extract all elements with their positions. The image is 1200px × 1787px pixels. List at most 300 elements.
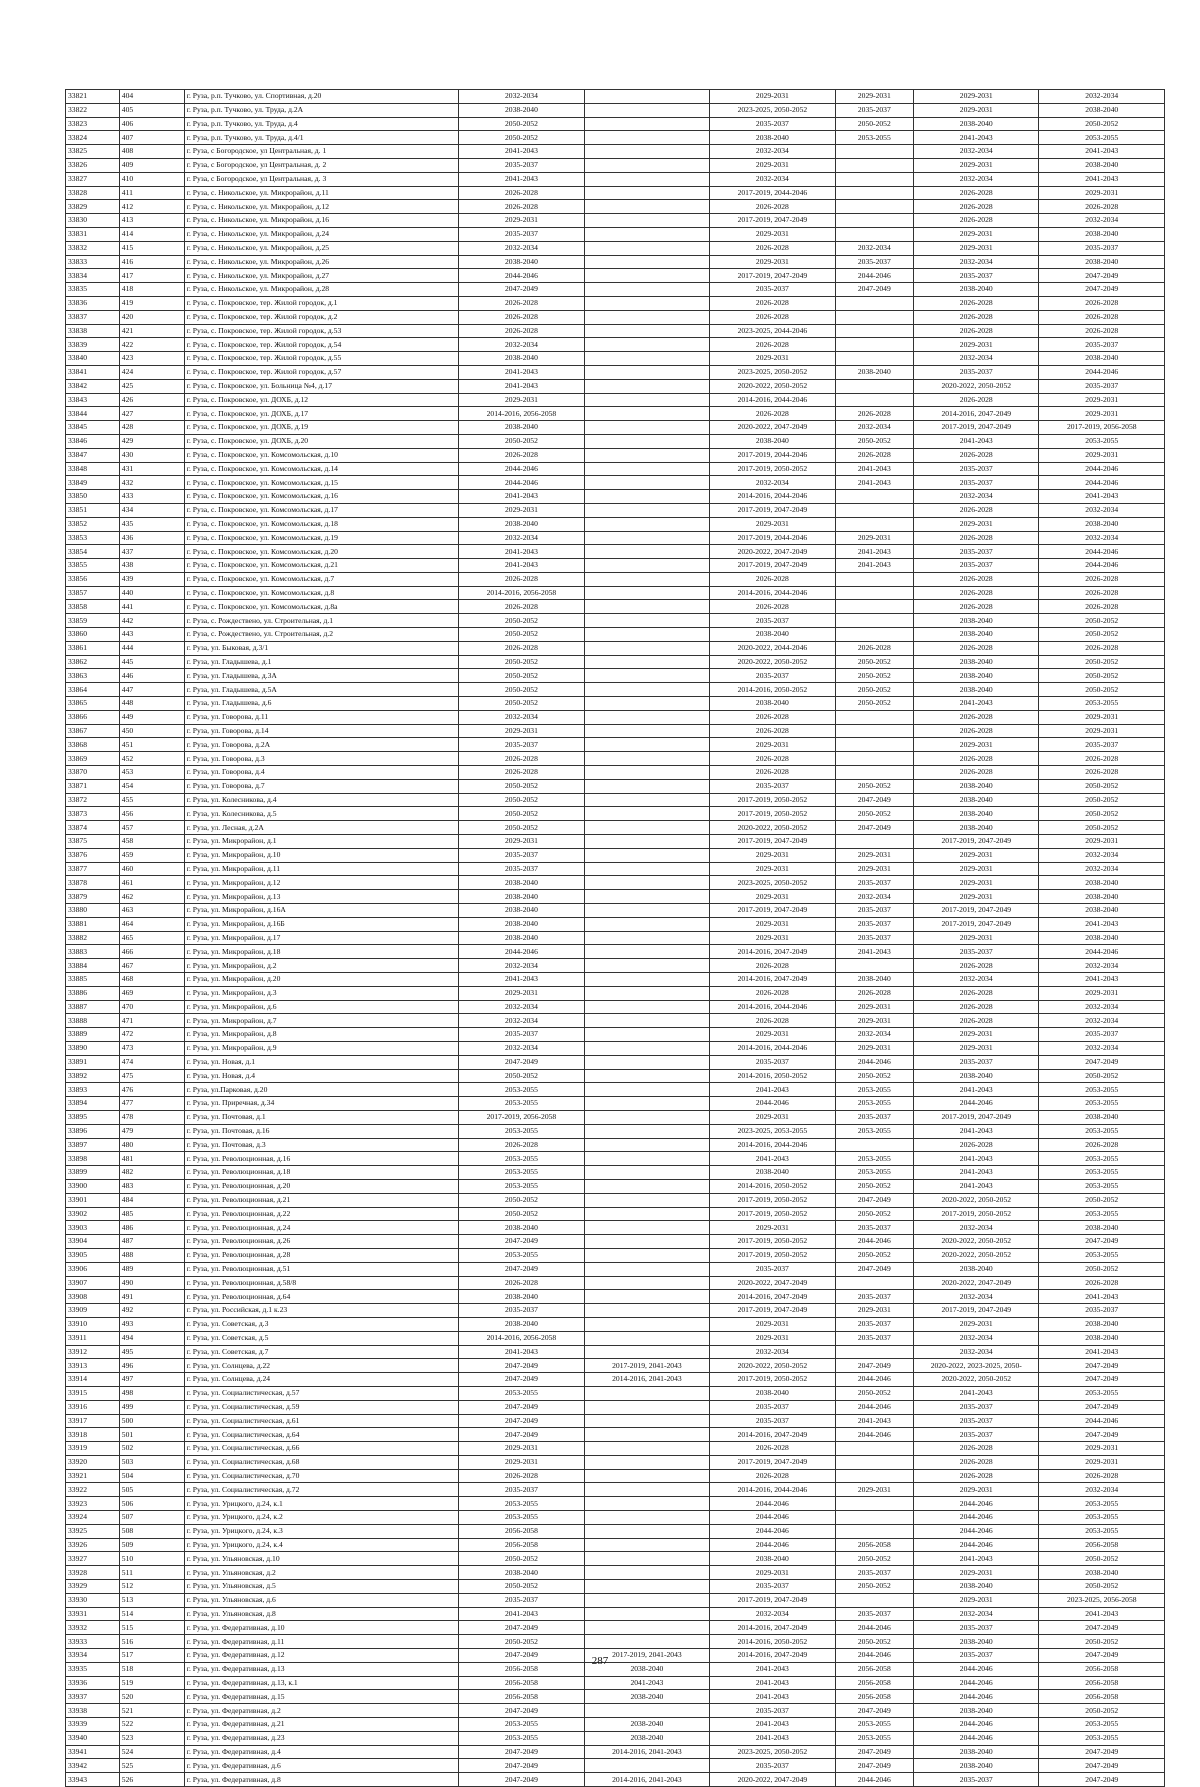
cell-period-3: 2032-2034 xyxy=(710,476,835,490)
cell-period-1: 2041-2043 xyxy=(459,559,584,573)
cell-period-1: 2038-2040 xyxy=(459,1290,584,1304)
cell-address: г. Руза, с. Покровское, ул. Больница №4, д.17 xyxy=(184,379,458,393)
table-row xyxy=(66,407,1165,421)
cell-period-3: 2035-2037 xyxy=(710,283,835,297)
cell-period-6: 2026-2028 xyxy=(1039,1469,1165,1483)
cell-address: г. Руза, р.п. Тучково, ул. Труда, д.4 xyxy=(184,117,458,131)
cell-period-3: 2029-2031 xyxy=(710,1110,835,1124)
cell-address: г. Руза, ул. Революционная, д.16 xyxy=(184,1152,458,1166)
cell-period-3: 2044-2046 xyxy=(710,1538,835,1552)
cell-period-5: 2032-2034 xyxy=(914,490,1039,504)
cell-period-6: 2029-2031 xyxy=(1039,724,1165,738)
cell-period-2 xyxy=(584,1124,709,1138)
cell-period-1: 2029-2031 xyxy=(459,835,584,849)
cell-period-4 xyxy=(835,959,913,973)
cell-period-4 xyxy=(835,296,913,310)
cell-period-5: 2041-2043 xyxy=(914,697,1039,711)
cell-period-2 xyxy=(584,227,709,241)
cell-period-4 xyxy=(835,586,913,600)
cell-row-number: 460 xyxy=(119,862,184,876)
cell-period-5: 2026-2028 xyxy=(914,531,1039,545)
cell-period-2 xyxy=(584,407,709,421)
cell-address: г. Руза, с. Покровское, ул. ДОХБ, д.20 xyxy=(184,434,458,448)
cell-period-4 xyxy=(835,158,913,172)
cell-period-3: 2032-2034 xyxy=(710,145,835,159)
cell-period-6: 2038-2040 xyxy=(1039,158,1165,172)
cell-period-2: 2017-2019, 2041-2043 xyxy=(584,1359,709,1373)
cell-record-id: 33837 xyxy=(66,310,120,324)
cell-period-2 xyxy=(584,352,709,366)
table-row xyxy=(66,1373,1165,1387)
cell-period-5: 2020-2022, 2050-2052 xyxy=(914,1235,1039,1249)
cell-period-2 xyxy=(584,1317,709,1331)
cell-period-6: 2038-2040 xyxy=(1039,1221,1165,1235)
cell-period-6: 2032-2034 xyxy=(1039,848,1165,862)
cell-period-1: 2026-2028 xyxy=(459,200,584,214)
cell-period-3: 2035-2037 xyxy=(710,1759,835,1773)
cell-period-3: 2026-2028 xyxy=(710,1014,835,1028)
cell-address: г. Руза, ул. Микрорайон, д.13 xyxy=(184,890,458,904)
cell-period-4: 2035-2037 xyxy=(835,1607,913,1621)
cell-period-5: 2044-2046 xyxy=(914,1497,1039,1511)
cell-period-3: 2026-2028 xyxy=(710,959,835,973)
table-row xyxy=(66,1538,1165,1552)
cell-period-1: 2026-2028 xyxy=(459,641,584,655)
cell-period-4 xyxy=(835,724,913,738)
cell-address: г. Руза, ул. Революционная, д.24 xyxy=(184,1221,458,1235)
cell-period-3: 2044-2046 xyxy=(710,1524,835,1538)
cell-period-5: 2026-2028 xyxy=(914,200,1039,214)
cell-period-5: 2029-2031 xyxy=(914,862,1039,876)
cell-period-3: 2041-2043 xyxy=(710,1662,835,1676)
cell-address: г. Руза, с. Покровское, тер. Жилой городок, д.55 xyxy=(184,352,458,366)
table-row xyxy=(66,1179,1165,1193)
cell-period-1: 2026-2028 xyxy=(459,600,584,614)
cell-period-3: 2032-2034 xyxy=(710,1607,835,1621)
cell-row-number: 420 xyxy=(119,310,184,324)
cell-period-1: 2047-2049 xyxy=(459,1745,584,1759)
table-row xyxy=(66,572,1165,586)
cell-record-id: 33928 xyxy=(66,1566,120,1580)
cell-address: г. Руза, с. Никольское, ул. Микрорайон, д.11 xyxy=(184,186,458,200)
cell-period-5: 2026-2028 xyxy=(914,752,1039,766)
cell-period-1: 2038-2040 xyxy=(459,1221,584,1235)
cell-record-id: 33918 xyxy=(66,1428,120,1442)
cell-period-1: 2047-2049 xyxy=(459,1359,584,1373)
cell-record-id: 33941 xyxy=(66,1745,120,1759)
table-row xyxy=(66,1235,1165,1249)
table-row xyxy=(66,1621,1165,1635)
cell-record-id: 33924 xyxy=(66,1511,120,1525)
cell-period-1: 2029-2031 xyxy=(459,214,584,228)
cell-period-1: 2047-2049 xyxy=(459,1704,584,1718)
cell-period-1: 2050-2052 xyxy=(459,1552,584,1566)
cell-row-number: 486 xyxy=(119,1221,184,1235)
cell-period-1: 2053-2055 xyxy=(459,1248,584,1262)
table-row xyxy=(66,90,1165,104)
cell-period-6: 2029-2031 xyxy=(1039,407,1165,421)
cell-address: г. Руза, ул. Революционная, д.22 xyxy=(184,1207,458,1221)
cell-period-1: 2053-2055 xyxy=(459,1731,584,1745)
cell-address: г. Руза, ул. Почтовая, д.3 xyxy=(184,1138,458,1152)
cell-period-6: 2026-2028 xyxy=(1039,324,1165,338)
cell-address: г. Руза, ул. Революционная, д.20 xyxy=(184,1179,458,1193)
cell-period-5: 2029-2031 xyxy=(914,90,1039,104)
cell-address: г. Руза, с. Покровское, ул. Комсомольская, д.16 xyxy=(184,490,458,504)
cell-period-1: 2041-2043 xyxy=(459,973,584,987)
cell-period-6: 2047-2049 xyxy=(1039,1359,1165,1373)
cell-period-6: 2035-2037 xyxy=(1039,241,1165,255)
cell-address: г. Руза, с. Покровское, ул. ДОХБ, д.19 xyxy=(184,421,458,435)
cell-period-3: 2029-2031 xyxy=(710,158,835,172)
cell-period-2 xyxy=(584,1621,709,1635)
cell-record-id: 33906 xyxy=(66,1262,120,1276)
table-row xyxy=(66,1014,1165,1028)
cell-row-number: 503 xyxy=(119,1455,184,1469)
table-row xyxy=(66,1773,1165,1787)
cell-period-3: 2029-2031 xyxy=(710,227,835,241)
cell-period-1: 2026-2028 xyxy=(459,766,584,780)
cell-period-4: 2050-2052 xyxy=(835,807,913,821)
cell-period-2 xyxy=(584,476,709,490)
cell-period-2 xyxy=(584,462,709,476)
cell-record-id: 33914 xyxy=(66,1373,120,1387)
cell-period-2 xyxy=(584,931,709,945)
cell-period-3: 2038-2040 xyxy=(710,1166,835,1180)
cell-period-4 xyxy=(835,1138,913,1152)
cell-period-1: 2044-2046 xyxy=(459,476,584,490)
cell-period-3: 2044-2046 xyxy=(710,1097,835,1111)
cell-period-4: 2038-2040 xyxy=(835,365,913,379)
table-row xyxy=(66,1469,1165,1483)
table-row xyxy=(66,807,1165,821)
cell-period-4 xyxy=(835,172,913,186)
cell-period-6: 2032-2034 xyxy=(1039,214,1165,228)
cell-period-5: 2041-2043 xyxy=(914,1552,1039,1566)
cell-record-id: 33844 xyxy=(66,407,120,421)
cell-row-number: 463 xyxy=(119,904,184,918)
cell-period-2 xyxy=(584,724,709,738)
cell-record-id: 33898 xyxy=(66,1152,120,1166)
cell-record-id: 33859 xyxy=(66,614,120,628)
cell-address: г. Руза, ул. Федеративная, д.13, к.1 xyxy=(184,1676,458,1690)
cell-period-2 xyxy=(584,1483,709,1497)
table-row xyxy=(66,1317,1165,1331)
cell-period-1: 2047-2049 xyxy=(459,1400,584,1414)
cell-period-6: 2050-2052 xyxy=(1039,779,1165,793)
cell-address: г. Руза, ул. Микрорайон, д.2 xyxy=(184,959,458,973)
cell-address: г. Руза, ул. Микрорайон, д.17 xyxy=(184,931,458,945)
table-row xyxy=(66,1524,1165,1538)
table-row xyxy=(66,862,1165,876)
table-row xyxy=(66,1110,1165,1124)
cell-period-5: 2029-2031 xyxy=(914,103,1039,117)
cell-period-2 xyxy=(584,1469,709,1483)
cell-period-6: 2044-2046 xyxy=(1039,1414,1165,1428)
cell-period-3: 2029-2031 xyxy=(710,931,835,945)
cell-period-6: 2047-2049 xyxy=(1039,1235,1165,1249)
cell-period-1: 2032-2034 xyxy=(459,90,584,104)
cell-address: г. Руза, ул. Микрорайон, д.11 xyxy=(184,862,458,876)
cell-period-2 xyxy=(584,1607,709,1621)
cell-record-id: 33831 xyxy=(66,227,120,241)
cell-period-1: 2050-2052 xyxy=(459,1193,584,1207)
cell-address: г. Руза, с. Рождествено, ул. Строительная, д.1 xyxy=(184,614,458,628)
cell-period-4: 2053-2055 xyxy=(835,1166,913,1180)
cell-row-number: 456 xyxy=(119,807,184,821)
cell-period-6: 2044-2046 xyxy=(1039,462,1165,476)
cell-address: г. Руза, с. Покровское, тер. Жилой городок, д.57 xyxy=(184,365,458,379)
cell-record-id: 33826 xyxy=(66,158,120,172)
cell-period-2 xyxy=(584,379,709,393)
cell-address: г. Руза, ул. Революционная, д.21 xyxy=(184,1193,458,1207)
cell-period-6: 2047-2049 xyxy=(1039,1773,1165,1787)
cell-address: г. Руза, с. Покровское, тер. Жилой городок, д.53 xyxy=(184,324,458,338)
cell-period-3: 2029-2031 xyxy=(710,90,835,104)
cell-period-5: 2038-2040 xyxy=(914,614,1039,628)
cell-period-3: 2014-2016, 2047-2049 xyxy=(710,1621,835,1635)
cell-record-id: 33852 xyxy=(66,517,120,531)
cell-record-id: 33879 xyxy=(66,890,120,904)
cell-period-4 xyxy=(835,379,913,393)
table-row xyxy=(66,255,1165,269)
cell-period-5: 2026-2028 xyxy=(914,586,1039,600)
cell-period-1: 2053-2055 xyxy=(459,1124,584,1138)
schedule-table-container xyxy=(65,89,1165,1787)
table-row xyxy=(66,1055,1165,1069)
table-row xyxy=(66,503,1165,517)
cell-period-1: 2047-2049 xyxy=(459,1262,584,1276)
cell-row-number: 417 xyxy=(119,269,184,283)
table-row xyxy=(66,1731,1165,1745)
cell-period-3: 2035-2037 xyxy=(710,117,835,131)
cell-period-2 xyxy=(584,766,709,780)
cell-period-3: 2020-2022, 2050-2052 xyxy=(710,655,835,669)
cell-period-1: 2047-2049 xyxy=(459,1773,584,1787)
cell-period-5: 2038-2040 xyxy=(914,793,1039,807)
cell-period-2 xyxy=(584,1083,709,1097)
cell-period-6: 2032-2034 xyxy=(1039,531,1165,545)
cell-row-number: 414 xyxy=(119,227,184,241)
cell-row-number: 428 xyxy=(119,421,184,435)
cell-period-1: 2056-2058 xyxy=(459,1676,584,1690)
table-row xyxy=(66,945,1165,959)
cell-period-6: 2053-2055 xyxy=(1039,1248,1165,1262)
cell-period-4: 2032-2034 xyxy=(835,1028,913,1042)
cell-record-id: 33862 xyxy=(66,655,120,669)
table-row xyxy=(66,1759,1165,1773)
cell-period-5: 2029-2031 xyxy=(914,158,1039,172)
cell-period-3: 2017-2019, 2044-2046 xyxy=(710,448,835,462)
cell-period-4: 2035-2037 xyxy=(835,1566,913,1580)
cell-period-4: 2035-2037 xyxy=(835,1290,913,1304)
cell-period-2 xyxy=(584,186,709,200)
cell-period-3: 2026-2028 xyxy=(710,200,835,214)
cell-period-1: 2026-2028 xyxy=(459,572,584,586)
cell-period-2 xyxy=(584,490,709,504)
cell-period-3: 2014-2016, 2047-2049 xyxy=(710,1290,835,1304)
cell-period-1: 2032-2034 xyxy=(459,959,584,973)
cell-period-1: 2053-2055 xyxy=(459,1179,584,1193)
cell-period-6: 2032-2034 xyxy=(1039,1483,1165,1497)
table-row xyxy=(66,1124,1165,1138)
cell-address: г. Руза, ул. Солнцева, д.24 xyxy=(184,1373,458,1387)
cell-row-number: 488 xyxy=(119,1248,184,1262)
cell-period-3: 2038-2040 xyxy=(710,628,835,642)
cell-period-3: 2041-2043 xyxy=(710,1731,835,1745)
cell-address: г. Руза, с. Никольское, ул. Микрорайон, д.27 xyxy=(184,269,458,283)
cell-period-3: 2017-2019, 2050-2052 xyxy=(710,462,835,476)
cell-period-5: 2026-2028 xyxy=(914,766,1039,780)
cell-row-number: 513 xyxy=(119,1593,184,1607)
cell-period-1: 2026-2028 xyxy=(459,310,584,324)
cell-period-6: 2050-2052 xyxy=(1039,1262,1165,1276)
cell-address: г. Руза, ул. Микрорайон, д.12 xyxy=(184,876,458,890)
cell-row-number: 454 xyxy=(119,779,184,793)
cell-period-1: 2044-2046 xyxy=(459,269,584,283)
cell-period-2 xyxy=(584,1179,709,1193)
cell-address: г. Руза, ул. Ульяновская, д.8 xyxy=(184,1607,458,1621)
cell-address: г. Руза, ул. Говорова, д.7 xyxy=(184,779,458,793)
cell-period-6: 2032-2034 xyxy=(1039,1000,1165,1014)
cell-period-3: 2017-2019, 2050-2052 xyxy=(710,1235,835,1249)
cell-row-number: 431 xyxy=(119,462,184,476)
cell-period-3: 2026-2028 xyxy=(710,600,835,614)
cell-period-4 xyxy=(835,1497,913,1511)
cell-period-6: 2038-2040 xyxy=(1039,352,1165,366)
cell-record-id: 33847 xyxy=(66,448,120,462)
cell-row-number: 469 xyxy=(119,986,184,1000)
cell-period-4: 2047-2049 xyxy=(835,1193,913,1207)
cell-period-6: 2026-2028 xyxy=(1039,766,1165,780)
cell-row-number: 448 xyxy=(119,697,184,711)
cell-period-6: 2026-2028 xyxy=(1039,641,1165,655)
cell-period-3: 2026-2028 xyxy=(710,986,835,1000)
cell-row-number: 462 xyxy=(119,890,184,904)
cell-address: г. Руза, с. Никольское, ул. Микрорайон, д.26 xyxy=(184,255,458,269)
cell-period-6: 2032-2034 xyxy=(1039,503,1165,517)
cell-period-1: 2026-2028 xyxy=(459,1138,584,1152)
cell-period-3: 2017-2019, 2044-2046 xyxy=(710,531,835,545)
cell-address: г. Руза, ул. Микрорайон, д.18 xyxy=(184,945,458,959)
cell-address: г. Руза, ул. Социалистическая, д.59 xyxy=(184,1400,458,1414)
cell-record-id: 33916 xyxy=(66,1400,120,1414)
cell-period-1: 2032-2034 xyxy=(459,1014,584,1028)
cell-period-6: 2047-2049 xyxy=(1039,283,1165,297)
cell-period-3: 2023-2025, 2050-2052 xyxy=(710,876,835,890)
cell-period-5: 2044-2046 xyxy=(914,1662,1039,1676)
cell-period-2 xyxy=(584,1538,709,1552)
cell-period-5: 2035-2037 xyxy=(914,365,1039,379)
cell-period-5: 2038-2040 xyxy=(914,669,1039,683)
cell-address: г. Руза, с. Покровское, тер. Жилой городок, д.2 xyxy=(184,310,458,324)
cell-period-1: 2047-2049 xyxy=(459,1428,584,1442)
cell-period-3: 2014-2016, 2044-2046 xyxy=(710,1483,835,1497)
cell-period-1: 2029-2031 xyxy=(459,724,584,738)
table-row xyxy=(66,1593,1165,1607)
cell-row-number: 435 xyxy=(119,517,184,531)
cell-period-3: 2020-2022, 2050-2052 xyxy=(710,1359,835,1373)
cell-record-id: 33887 xyxy=(66,1000,120,1014)
cell-address: г. Руза, с. Покровское, ул. Комсомольская, д.20 xyxy=(184,545,458,559)
cell-record-id: 33871 xyxy=(66,779,120,793)
cell-period-6: 2032-2034 xyxy=(1039,90,1165,104)
cell-period-5: 2017-2019, 2047-2049 xyxy=(914,1304,1039,1318)
cell-period-3: 2035-2037 xyxy=(710,779,835,793)
cell-period-1: 2032-2034 xyxy=(459,241,584,255)
cell-period-2 xyxy=(584,973,709,987)
cell-address: г. Руза, ул. Революционная, д.64 xyxy=(184,1290,458,1304)
cell-period-1: 2038-2040 xyxy=(459,255,584,269)
cell-period-2 xyxy=(584,1580,709,1594)
cell-row-number: 479 xyxy=(119,1124,184,1138)
cell-row-number: 409 xyxy=(119,158,184,172)
cell-record-id: 33854 xyxy=(66,545,120,559)
cell-period-1: 2026-2028 xyxy=(459,296,584,310)
cell-record-id: 33855 xyxy=(66,559,120,573)
table-row xyxy=(66,973,1165,987)
cell-period-6: 2050-2052 xyxy=(1039,1704,1165,1718)
cell-period-6: 2038-2040 xyxy=(1039,876,1165,890)
cell-period-4: 2047-2049 xyxy=(835,1759,913,1773)
cell-period-4 xyxy=(835,572,913,586)
cell-row-number: 472 xyxy=(119,1028,184,1042)
cell-row-number: 512 xyxy=(119,1580,184,1594)
cell-row-number: 519 xyxy=(119,1676,184,1690)
cell-period-4: 2047-2049 xyxy=(835,283,913,297)
cell-period-5: 2035-2037 xyxy=(914,1055,1039,1069)
cell-period-2 xyxy=(584,628,709,642)
cell-period-3: 2017-2019, 2044-2046 xyxy=(710,186,835,200)
cell-record-id: 33838 xyxy=(66,324,120,338)
cell-period-1: 2032-2034 xyxy=(459,710,584,724)
cell-period-4: 2047-2049 xyxy=(835,1704,913,1718)
table-row xyxy=(66,986,1165,1000)
cell-period-1: 2038-2040 xyxy=(459,352,584,366)
cell-address: г. Руза, ул. Революционная, д.58/8 xyxy=(184,1276,458,1290)
cell-period-3: 2044-2046 xyxy=(710,1497,835,1511)
cell-period-5: 2038-2040 xyxy=(914,1069,1039,1083)
cell-period-5: 2038-2040 xyxy=(914,628,1039,642)
cell-period-4: 2029-2031 xyxy=(835,531,913,545)
cell-period-5: 2038-2040 xyxy=(914,779,1039,793)
cell-period-6: 2047-2049 xyxy=(1039,1649,1165,1663)
cell-period-5: 2038-2040 xyxy=(914,807,1039,821)
cell-row-number: 447 xyxy=(119,683,184,697)
cell-period-6: 2026-2028 xyxy=(1039,310,1165,324)
cell-period-2 xyxy=(584,531,709,545)
cell-period-2 xyxy=(584,1166,709,1180)
cell-period-6: 2029-2031 xyxy=(1039,186,1165,200)
cell-period-3: 2014-2016, 2050-2052 xyxy=(710,1069,835,1083)
cell-period-1: 2035-2037 xyxy=(459,158,584,172)
cell-period-3: 2020-2022, 2044-2046 xyxy=(710,641,835,655)
cell-period-5: 2035-2037 xyxy=(914,545,1039,559)
cell-period-6: 2041-2043 xyxy=(1039,145,1165,159)
cell-period-5: 2038-2040 xyxy=(914,1745,1039,1759)
cell-period-5: 2026-2028 xyxy=(914,310,1039,324)
cell-address: г. Руза, с. Покровское, ул. Комсомольская, д.19 xyxy=(184,531,458,545)
cell-period-5: 2014-2016, 2047-2049 xyxy=(914,407,1039,421)
cell-row-number: 439 xyxy=(119,572,184,586)
table-row xyxy=(66,710,1165,724)
cell-period-2 xyxy=(584,241,709,255)
cell-row-number: 520 xyxy=(119,1690,184,1704)
cell-period-6: 2038-2040 xyxy=(1039,904,1165,918)
cell-period-5: 2020-2022, 2047-2049 xyxy=(914,1276,1039,1290)
cell-period-5: 2020-2022, 2050-2052 xyxy=(914,1248,1039,1262)
cell-period-6: 2029-2031 xyxy=(1039,986,1165,1000)
